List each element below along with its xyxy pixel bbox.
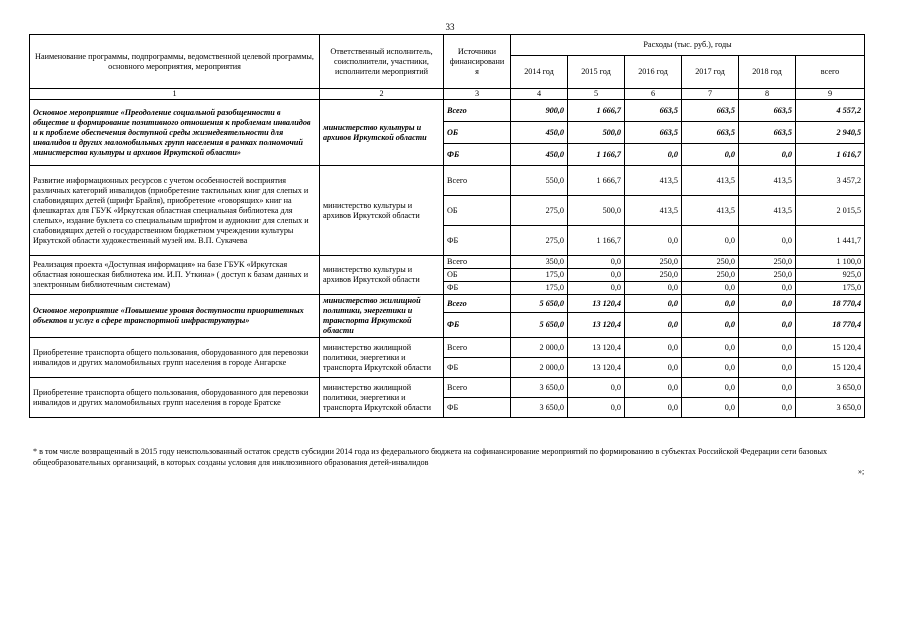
amount-cell: 0,0 xyxy=(568,378,625,398)
main-activity-name: Основное мероприятие «Преодоление социальной разобщенности в обществе и формирование позитивного отношения к проблемам инвалидов и к проблеме обеспечения доступной среды жизнедеятельности для инвалидов и других маломобильных групп населения в рамках полномочий министерства культуры и архивов Иркутской области» xyxy=(30,100,320,166)
amount-cell: 0,0 xyxy=(568,256,625,269)
amount-cell: 0,0 xyxy=(739,144,796,166)
table-row xyxy=(30,295,865,313)
page-number: 33 xyxy=(445,22,455,32)
amount-cell: 663,5 xyxy=(625,100,682,122)
amount-cell: 2 000,0 xyxy=(511,358,568,378)
total-cell: 3 650,0 xyxy=(796,378,865,398)
funding-source-cell: ОБ xyxy=(444,269,511,282)
funding-source-cell: ОБ xyxy=(444,196,511,226)
total-cell: 925,0 xyxy=(796,269,865,282)
amount-cell: 13 120,4 xyxy=(568,358,625,378)
amount-cell: 0,0 xyxy=(682,313,739,338)
funding-source-cell: ФБ xyxy=(444,144,511,166)
total-cell: 3 457,2 xyxy=(796,166,865,196)
funding-source-cell: ФБ xyxy=(444,398,511,418)
table-row xyxy=(30,338,865,358)
amount-cell: 0,0 xyxy=(625,226,682,256)
amount-cell: 1 666,7 xyxy=(568,100,625,122)
amount-cell: 350,0 xyxy=(511,256,568,269)
amount-cell: 0,0 xyxy=(568,282,625,295)
amount-cell: 0,0 xyxy=(739,398,796,418)
amount-cell: 413,5 xyxy=(625,166,682,196)
executor-cell: министерство жилищной политики, энергетики и транспорта Иркутской области xyxy=(320,295,444,338)
amount-cell: 250,0 xyxy=(739,269,796,282)
activity-name: Приобретение транспорта общего пользования, оборудованного для перевозки инвалидов и других маломобильных групп населения в городе Братске xyxy=(30,378,320,418)
amount-cell: 663,5 xyxy=(682,100,739,122)
amount-cell: 0,0 xyxy=(682,398,739,418)
header-year: 2014 год xyxy=(511,56,568,89)
amount-cell: 0,0 xyxy=(739,282,796,295)
funding-source-cell: ФБ xyxy=(444,313,511,338)
column-number: 1 xyxy=(30,89,320,100)
amount-cell: 663,5 xyxy=(739,122,796,144)
amount-cell: 250,0 xyxy=(625,269,682,282)
column-number: 9 xyxy=(796,89,865,100)
header-year: 2017 год xyxy=(682,56,739,89)
amount-cell: 550,0 xyxy=(511,166,568,196)
amount-cell: 450,0 xyxy=(511,122,568,144)
funding-source-cell: Всего xyxy=(444,100,511,122)
header-year: 2016 год xyxy=(625,56,682,89)
total-cell: 1 441,7 xyxy=(796,226,865,256)
amount-cell: 0,0 xyxy=(625,282,682,295)
amount-cell: 663,5 xyxy=(739,100,796,122)
amount-cell: 250,0 xyxy=(682,269,739,282)
table-row xyxy=(30,166,865,196)
amount-cell: 0,0 xyxy=(625,338,682,358)
total-cell: 175,0 xyxy=(796,282,865,295)
amount-cell: 413,5 xyxy=(739,196,796,226)
amount-cell: 1 166,7 xyxy=(568,226,625,256)
funding-source-cell: Всего xyxy=(444,295,511,313)
executor-cell: министерство жилищной политики, энергетики и транспорта Иркутской области xyxy=(320,338,444,378)
amount-cell: 0,0 xyxy=(568,398,625,418)
column-number: 3 xyxy=(444,89,511,100)
total-cell: 2 015,5 xyxy=(796,196,865,226)
funding-source-cell: ФБ xyxy=(444,226,511,256)
amount-cell: 3 650,0 xyxy=(511,398,568,418)
executor-cell: министерство культуры и архивов Иркутской области xyxy=(320,256,444,295)
amount-cell: 900,0 xyxy=(511,100,568,122)
header-executor: Ответственный исполнитель, соисполнители, участники, исполнители мероприятий xyxy=(320,35,444,89)
header-source: Источники финансировани я xyxy=(444,35,511,89)
amount-cell: 663,5 xyxy=(625,122,682,144)
amount-cell: 5 650,0 xyxy=(511,313,568,338)
column-number: 7 xyxy=(682,89,739,100)
amount-cell: 0,0 xyxy=(739,313,796,338)
table-body xyxy=(30,100,865,418)
amount-cell: 0,0 xyxy=(568,269,625,282)
column-number: 4 xyxy=(511,89,568,100)
total-cell: 18 770,4 xyxy=(796,295,865,313)
amount-cell: 0,0 xyxy=(682,226,739,256)
column-number: 5 xyxy=(568,89,625,100)
amount-cell: 175,0 xyxy=(511,282,568,295)
table-row xyxy=(30,256,865,269)
amount-cell: 0,0 xyxy=(739,358,796,378)
header-expenses: Расходы (тыс. руб.), годы xyxy=(511,35,865,56)
amount-cell: 413,5 xyxy=(682,166,739,196)
executor-cell: министерство культуры и архивов Иркутской области xyxy=(320,100,444,166)
activity-name: Развитие информационных ресурсов с учетом особенностей восприятия различных категорий инвалидов (приобретение тактильных книг для слепых и слабовидящих детей (шрифт Брайля), приобретение «говорящих» книг на флешкартах для ГБУК «Иркутская областная специальная библиотека для слепых», издание буклета со специальным шрифтом и аудиокниг для слепых и слабовидящих детей о государственном бюджетном учреждении культуры Иркутской области художественный музей им. В.П. Сукачева xyxy=(30,166,320,256)
amount-cell: 275,0 xyxy=(511,226,568,256)
main-activity-name: Основное мероприятие «Повышение уровня доступности приоритетных объектов и услуг в сфере транспортной инфраструктуры» xyxy=(30,295,320,338)
amount-cell: 1 166,7 xyxy=(568,144,625,166)
amount-cell: 0,0 xyxy=(682,378,739,398)
amount-cell: 0,0 xyxy=(625,358,682,378)
amount-cell: 663,5 xyxy=(682,122,739,144)
amount-cell: 2 000,0 xyxy=(511,338,568,358)
header-row xyxy=(30,35,865,56)
total-cell: 1 616,7 xyxy=(796,144,865,166)
amount-cell: 450,0 xyxy=(511,144,568,166)
header-total: всего xyxy=(796,56,865,89)
amount-cell: 275,0 xyxy=(511,196,568,226)
funding-source-cell: Всего xyxy=(444,256,511,269)
amount-cell: 13 120,4 xyxy=(568,338,625,358)
amount-cell: 413,5 xyxy=(739,166,796,196)
funding-source-cell: Всего xyxy=(444,338,511,358)
header-name: Наименование программы, подпрограммы, ведомственной целевой программы, основного мероприятия, мероприятия xyxy=(30,35,320,89)
column-number-row xyxy=(30,89,865,100)
amount-cell: 1 666,7 xyxy=(568,166,625,196)
amount-cell: 500,0 xyxy=(568,196,625,226)
table-row xyxy=(30,100,865,122)
budget-table xyxy=(29,34,865,418)
table-row xyxy=(30,378,865,398)
amount-cell: 5 650,0 xyxy=(511,295,568,313)
column-number: 2 xyxy=(320,89,444,100)
amount-cell: 0,0 xyxy=(739,378,796,398)
funding-source-cell: ОБ xyxy=(444,122,511,144)
total-cell: 1 100,0 xyxy=(796,256,865,269)
funding-source-cell: Всего xyxy=(444,378,511,398)
header-year: 2015 год xyxy=(568,56,625,89)
amount-cell: 0,0 xyxy=(682,144,739,166)
amount-cell: 0,0 xyxy=(625,398,682,418)
amount-cell: 0,0 xyxy=(625,144,682,166)
column-number: 8 xyxy=(739,89,796,100)
funding-source-cell: ФБ xyxy=(444,358,511,378)
amount-cell: 0,0 xyxy=(682,282,739,295)
amount-cell: 250,0 xyxy=(682,256,739,269)
funding-source-cell: ФБ xyxy=(444,282,511,295)
amount-cell: 0,0 xyxy=(682,295,739,313)
activity-name: Реализация проекта «Доступная информация» на базе ГБУК «Иркутская областная юношеская библиотека им. И.П. Уткина» ( доступ к базам данных и электронным библиотечным системам) xyxy=(30,256,320,295)
amount-cell: 175,0 xyxy=(511,269,568,282)
amount-cell: 0,0 xyxy=(739,226,796,256)
funding-source-cell: Всего xyxy=(444,166,511,196)
header-year: 2018 год xyxy=(739,56,796,89)
amount-cell: 250,0 xyxy=(739,256,796,269)
amount-cell: 0,0 xyxy=(625,378,682,398)
amount-cell: 0,0 xyxy=(625,313,682,338)
amount-cell: 413,5 xyxy=(682,196,739,226)
total-cell: 15 120,4 xyxy=(796,358,865,378)
amount-cell: 3 650,0 xyxy=(511,378,568,398)
side-mark: »; xyxy=(858,467,865,476)
executor-cell: министерство жилищной политики, энергетики и транспорта Иркутской области xyxy=(320,378,444,418)
amount-cell: 413,5 xyxy=(625,196,682,226)
amount-cell: 0,0 xyxy=(625,295,682,313)
activity-name: Приобретение транспорта общего пользования, оборудованного для перевозки инвалидов и других маломобильных групп населения в городе Ангарске xyxy=(30,338,320,378)
total-cell: 3 650,0 xyxy=(796,398,865,418)
total-cell: 2 940,5 xyxy=(796,122,865,144)
amount-cell: 0,0 xyxy=(739,338,796,358)
amount-cell: 500,0 xyxy=(568,122,625,144)
amount-cell: 0,0 xyxy=(682,338,739,358)
executor-cell: министерство культуры и архивов Иркутской области xyxy=(320,166,444,256)
total-cell: 15 120,4 xyxy=(796,338,865,358)
amount-cell: 0,0 xyxy=(739,295,796,313)
column-number: 6 xyxy=(625,89,682,100)
footnote: * в том числе возвращенный в 2015 году неиспользованный остаток средств субсидии 2014 года из федерального бюджета на софинансирование мероприятий по формированию в субъектах Российской Федерации сети базовых общеобразовательных организаций, в которых созданы условия для инклюзивного образования детей-инвалидов xyxy=(33,447,828,468)
total-cell: 18 770,4 xyxy=(796,313,865,338)
total-cell: 4 557,2 xyxy=(796,100,865,122)
amount-cell: 250,0 xyxy=(625,256,682,269)
amount-cell: 13 120,4 xyxy=(568,295,625,313)
amount-cell: 13 120,4 xyxy=(568,313,625,338)
amount-cell: 0,0 xyxy=(682,358,739,378)
